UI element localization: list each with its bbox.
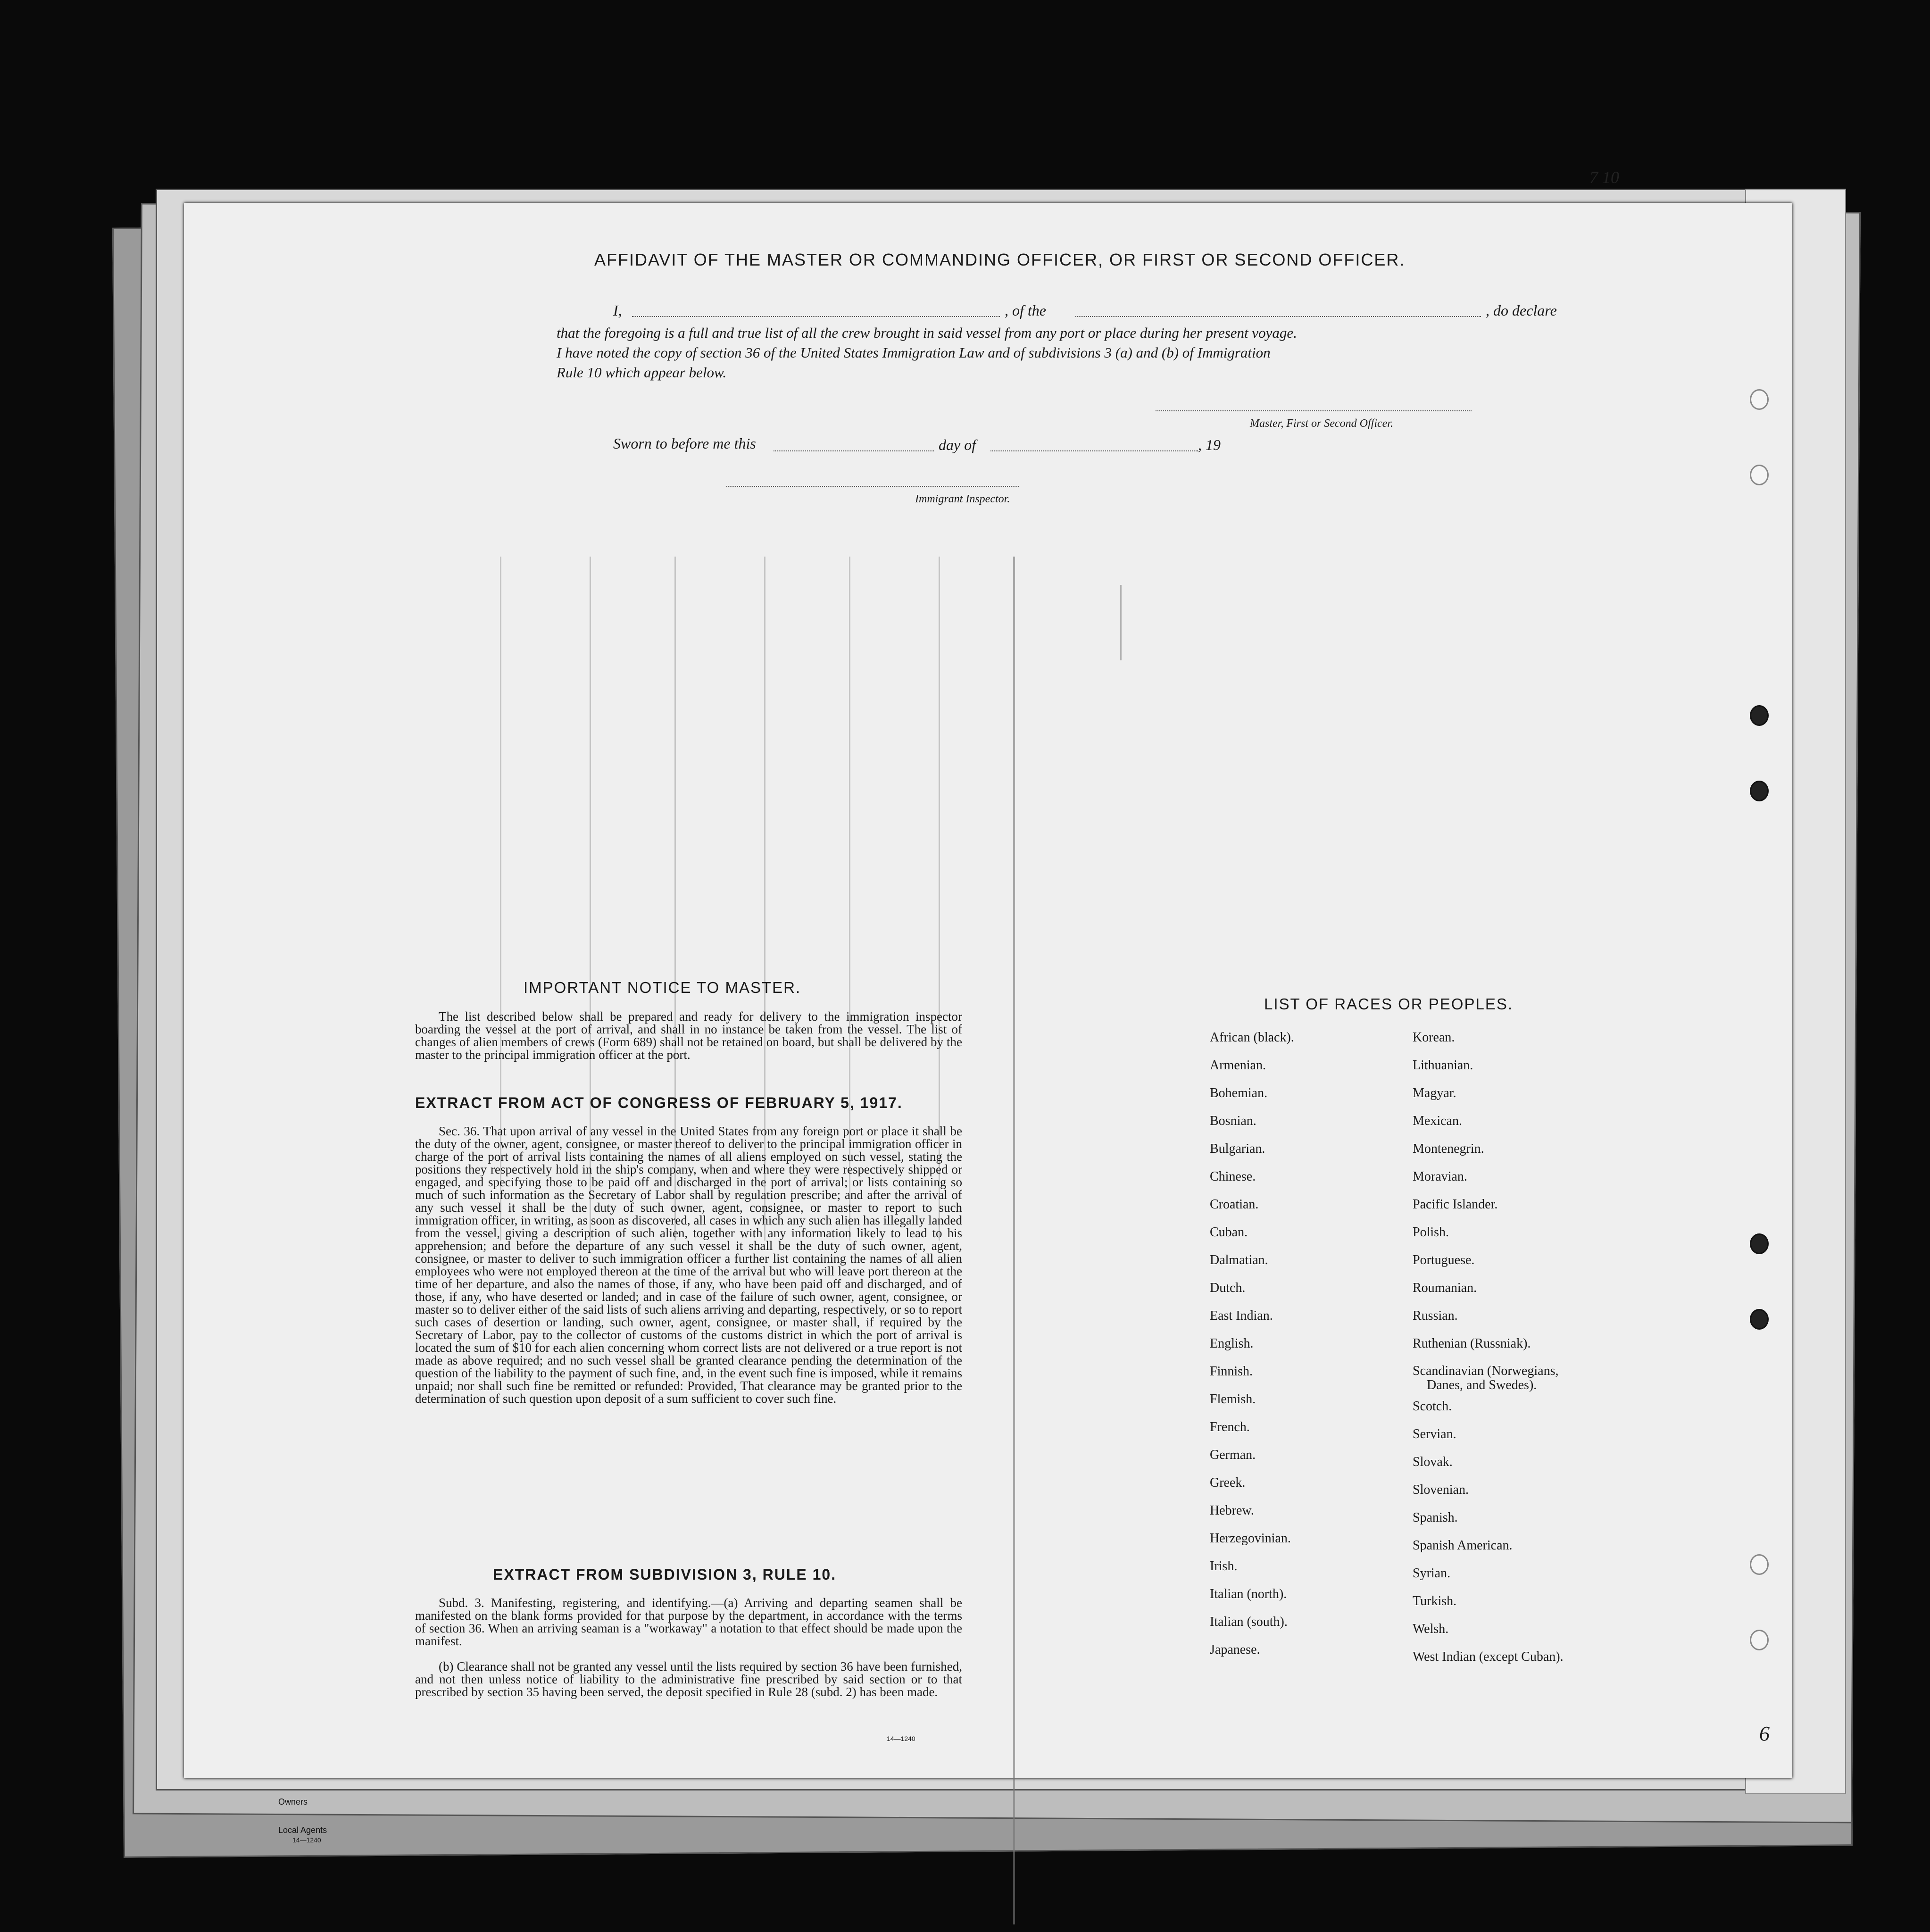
binder-hole <box>1750 1554 1769 1575</box>
race-item: Dutch. <box>1210 1281 1246 1295</box>
race-item: Armenian. <box>1210 1058 1266 1073</box>
corner-handwritten-mark: 7 10 <box>1589 168 1619 187</box>
race-item: Syrian. <box>1413 1566 1451 1581</box>
center-fold-rule <box>1013 557 1015 1924</box>
right-margin-mark: 6 <box>1759 1722 1770 1745</box>
race-item: Roumanian. <box>1413 1281 1477 1295</box>
race-item: English. <box>1210 1336 1254 1351</box>
affidavit-page <box>184 203 1792 1778</box>
race-item: Spanish American. <box>1413 1538 1513 1553</box>
notice-body: The list described below shall be prepared and ready for delivery to the immigration inspector boarding the vessel at the port of arrival, and shall in no instance be taken from the vessel. The list of changes of alien members of crews (Form 689) shall not be retained on board, but shall be delivered by the master to the principal immigration officer at the port. <box>415 1009 962 1062</box>
race-item: African (black). <box>1210 1030 1294 1045</box>
race-item: Moravian. <box>1413 1169 1467 1184</box>
race-item: East Indian. <box>1210 1308 1273 1323</box>
binder-hole <box>1750 465 1769 485</box>
race-item: Finnish. <box>1210 1364 1253 1379</box>
binder-hole <box>1750 1630 1769 1650</box>
race-item: Scandinavian (Norwegians, <box>1413 1364 1559 1378</box>
name-blank <box>632 316 1000 317</box>
form-number: 14—1240 <box>887 1735 915 1742</box>
race-item: Bosnian. <box>1210 1114 1256 1128</box>
race-item: Cuban. <box>1210 1225 1248 1240</box>
vessel-blank <box>1075 316 1481 317</box>
binder-hole <box>1750 389 1769 410</box>
binder-hole <box>1750 1309 1769 1330</box>
bottom-agents-label: Local Agents <box>278 1825 327 1835</box>
rule-title: EXTRACT FROM SUBDIVISION 3, RULE 10. <box>493 1566 837 1583</box>
race-item: Bohemian. <box>1210 1086 1268 1100</box>
column-rule <box>1120 585 1122 660</box>
race-item: German. <box>1210 1448 1256 1462</box>
race-item: Italian (north). <box>1210 1587 1287 1601</box>
race-item: Hebrew. <box>1210 1503 1254 1518</box>
inspector-signature-line <box>726 486 1019 487</box>
races-column-2 <box>1413 1024 1564 1671</box>
race-item: French. <box>1210 1420 1250 1434</box>
race-item: Korean. <box>1413 1030 1455 1045</box>
race-item: Ruthenian (Russniak). <box>1413 1336 1531 1351</box>
race-item: Bulgarian. <box>1210 1141 1265 1156</box>
race-item: Polish. <box>1413 1225 1449 1240</box>
race-item: Spanish. <box>1413 1510 1458 1525</box>
race-item: Scotch. <box>1413 1399 1452 1414</box>
bottom-form-number: 14—1240 <box>292 1836 321 1844</box>
master-signature-line <box>1156 410 1472 411</box>
sworn-text: Sworn to before me this <box>613 435 756 452</box>
rule-body-a: Subd. 3. Manifesting, registering, and identifying.—(a) Arriving and departing seamen shall be manifested on the blank forms provided for that purpose by the department, in accordance with the terms of section 36. When an arriving seaman is a "workaway" a notation to that effect should be made upon the manifest. <box>415 1596 962 1648</box>
race-item: Welsh. <box>1413 1622 1449 1636</box>
race-item: Slovenian. <box>1413 1482 1469 1497</box>
race-item: West Indian (except Cuban). <box>1413 1649 1564 1664</box>
race-item: Herzegovinian. <box>1210 1531 1291 1546</box>
race-item: Flemish. <box>1210 1392 1256 1407</box>
races-title: LIST OF RACES OR PEOPLES. <box>1264 995 1514 1013</box>
inspector-label: Immigrant Inspector. <box>915 493 1010 505</box>
race-item: Danes, and Swedes). <box>1427 1378 1537 1392</box>
races-column-1 <box>1210 1024 1294 1664</box>
year-text: , 19 <box>1198 436 1221 453</box>
notice-title: IMPORTANT NOTICE TO MASTER. <box>524 979 801 996</box>
race-item: Irish. <box>1210 1559 1238 1574</box>
race-item: Magyar. <box>1413 1086 1456 1100</box>
race-item: Croatian. <box>1210 1197 1259 1212</box>
race-item: Slovak. <box>1413 1455 1453 1469</box>
rule-body-b: (b) Clearance shall not be granted any vessel until the lists required by section 36 have been furnished, and not then unless notice of liability to the administrative fine prescribed by said section or to that prescribed by section 35 having been served, the deposit specified in Rule 28 (subd. 2) has been made. <box>415 1659 962 1699</box>
sworn-day-blank <box>774 450 934 451</box>
race-item: Chinese. <box>1210 1169 1256 1184</box>
race-item: Servian. <box>1413 1427 1456 1441</box>
race-item: Montenegrin. <box>1413 1141 1484 1156</box>
binder-hole <box>1750 1233 1769 1254</box>
race-item: Italian (south). <box>1210 1615 1288 1629</box>
affidavit-of-the: , of the <box>1005 302 1046 319</box>
affidavit-line-2: that the foregoing is a full and true list of all the crew brought in said vessel from any port or place during her present voyage. <box>557 325 1297 341</box>
act-title: EXTRACT FROM ACT OF CONGRESS OF FEBRUARY 5, 1917. <box>415 1094 903 1111</box>
race-item: Russian. <box>1413 1308 1458 1323</box>
race-item: Pacific Islander. <box>1413 1197 1498 1212</box>
act-body: Sec. 36. That upon arrival of any vessel in the United States from any foreign port or place it shall be the duty of the owner, agent, consignee, or master thereof to deliver to the principal immigration officer in charge of the port of arrival lists containing the names of all aliens employed on such vessel, stating the positions they respectively hold in the ship's company, when and where they were respectively shipped or engaged, and specifying those to be paid off and discharged in the port of arrival; or lists containing so much of such information as the Secretary of Labor shall by regulation prescribe; and after the arrival of any such vessel it shall be the duty of such owner, agent, consignee, or master to report to such immigration officer, in writing, as soon as discovered, all cases in which any such alien has illegally landed from the vessel, giving a description of such alien, together with any information likely to lead to his apprehension; and before the departure of any such vessel it shall be the duty of such owner, agent, consignee, or master to deliver to such immigration officer a further list containing the names of all alien employees who were not employed thereon at the time of the arrival but who will leave port thereon at the time of her departure, and also the names of those, if any, who have been paid off and discharged, and of those, if any, who have deserted or landed; and in case of the failure of such owner, agent, consignee, or master so to deliver either of the said lists of such aliens arriving and departing, respectively, or so to report such cases of desertion or landing, such owner, agent, consignee, or master shall, if required by the Secretary of Labor, pay to the collector of customs of the customs district in which the port of arrival is located the sum of $10 for each alien concerning whom correct lists are not delivered or a true report is not made as above required; and no such vessel shall be granted clearance pending the determination of the question of the liability to the payment of such fine, and, in the event such fine is imposed, while it remains unpaid; nor shall such fine be remitted or refunded: Provided, That clearance may be granted prior to the determination of such question upon deposit of a sum sufficient to cover such fine. <box>415 1124 962 1406</box>
bottom-owners-label: Owners <box>278 1797 308 1807</box>
race-item: Lithuanian. <box>1413 1058 1473 1073</box>
month-blank <box>990 450 1198 451</box>
affidavit-i: I, <box>613 302 622 319</box>
affidavit-declare: , do declare <box>1486 302 1557 319</box>
race-item: Portuguese. <box>1413 1253 1475 1267</box>
affidavit-title: AFFIDAVIT OF THE MASTER OR COMMANDING OFFICER, OR FIRST OR SECOND OFFICER. <box>594 250 1406 269</box>
race-item: Dalmatian. <box>1210 1253 1268 1267</box>
day-of-text: day of <box>939 436 976 453</box>
race-item: Japanese. <box>1210 1642 1260 1657</box>
master-label: Master, First or Second Officer. <box>1250 417 1393 430</box>
binder-hole <box>1750 705 1769 726</box>
binder-hole <box>1750 781 1769 801</box>
race-item: Turkish. <box>1413 1594 1457 1608</box>
race-item: Greek. <box>1210 1475 1246 1490</box>
race-item: Mexican. <box>1413 1114 1462 1128</box>
affidavit-line-3: I have noted the copy of section 36 of the United States Immigration Law and of subdivisions 3 (a) and (b) of Immigration <box>557 344 1271 361</box>
affidavit-line-4: Rule 10 which appear below. <box>557 364 727 381</box>
